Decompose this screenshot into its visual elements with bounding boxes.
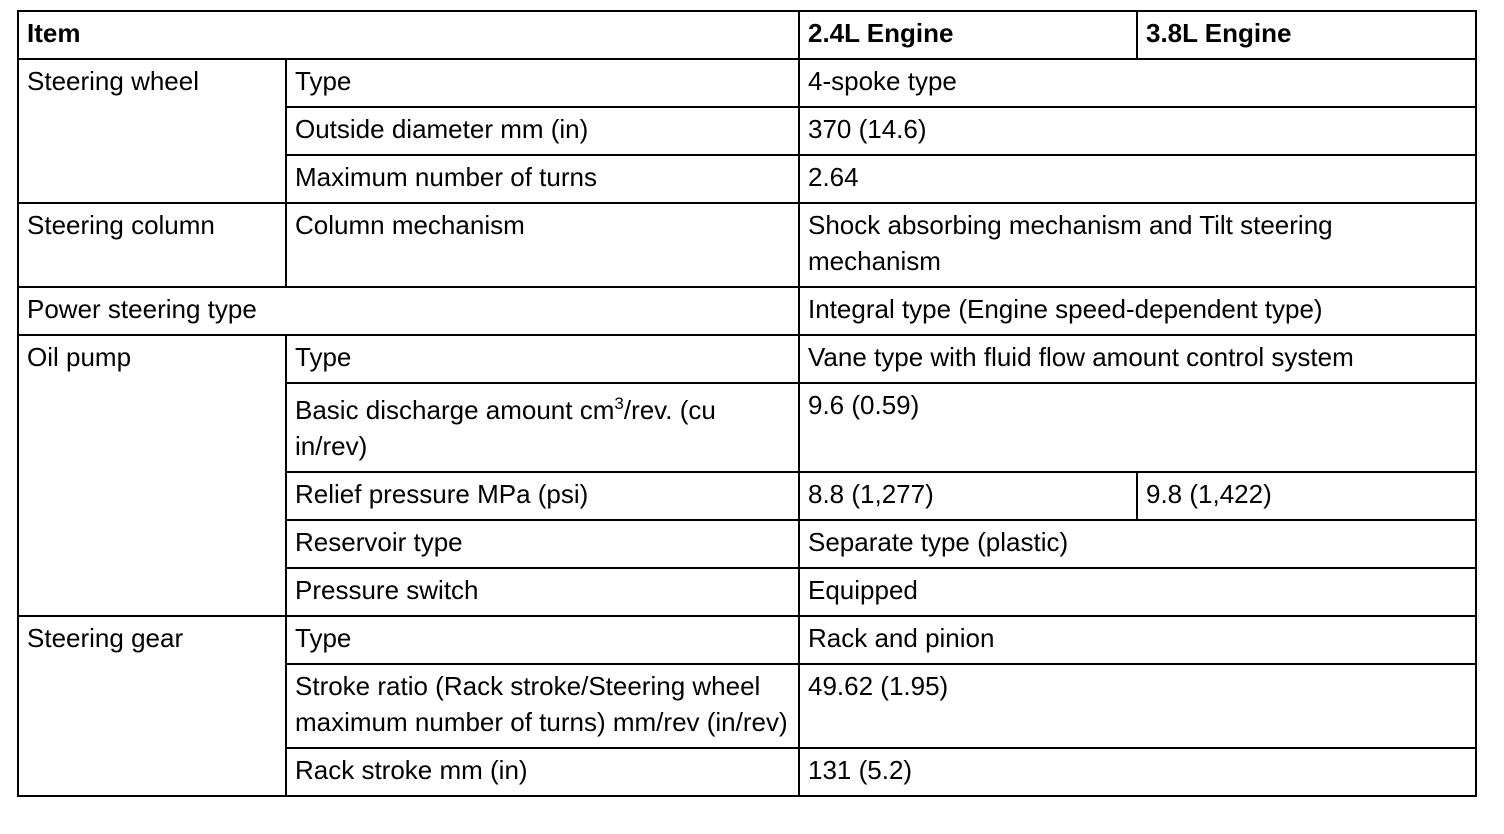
table-row <box>18 203 1476 287</box>
cubic-superscript: 3 <box>614 394 624 413</box>
label-cell: Relief pressure MPa (psi) <box>286 472 799 520</box>
value-cell: Integral type (Engine speed-dependent type) <box>799 287 1476 335</box>
label-cell: Column mechanism <box>286 203 799 287</box>
table-row <box>18 335 1476 383</box>
label-cell: Outside diameter mm (in) <box>286 107 799 155</box>
value-cell: 4-spoke type <box>799 59 1476 107</box>
header-item: Item <box>18 11 799 59</box>
value-cell-2-4l: 8.8 (1,277) <box>799 472 1137 520</box>
group-steering-wheel: Steering wheel <box>18 59 286 203</box>
power-steering-type-label: Power steering type <box>18 287 799 335</box>
specifications-table <box>17 10 1477 797</box>
value-cell: Equipped <box>799 568 1476 616</box>
discharge-label-part: /rev. (cu in/rev) <box>295 395 716 461</box>
group-steering-gear: Steering gear <box>18 616 286 796</box>
header-2-4l-engine: 2.4L Engine <box>799 11 1137 59</box>
value-cell: 49.62 (1.95) <box>799 664 1476 748</box>
label-cell: Type <box>286 59 799 107</box>
label-cell: Maximum number of turns <box>286 155 799 203</box>
table-row <box>18 616 1476 664</box>
value-cell-3-8l: 9.8 (1,422) <box>1137 472 1476 520</box>
value-cell: Vane type with fluid flow amount control system <box>799 335 1476 383</box>
group-steering-column: Steering column <box>18 203 286 287</box>
label-cell: Type <box>286 335 799 383</box>
header-row <box>18 11 1476 59</box>
label-cell: Type <box>286 616 799 664</box>
value-cell: Rack and pinion <box>799 616 1476 664</box>
label-cell: Rack stroke mm (in) <box>286 748 799 796</box>
value-cell: 131 (5.2) <box>799 748 1476 796</box>
label-cell: Pressure switch <box>286 568 799 616</box>
table-row <box>18 287 1476 335</box>
label-cell: Reservoir type <box>286 520 799 568</box>
value-cell: 2.64 <box>799 155 1476 203</box>
value-cell: 370 (14.6) <box>799 107 1476 155</box>
label-cell <box>286 383 799 472</box>
group-oil-pump: Oil pump <box>18 335 286 616</box>
label-cell: Stroke ratio (Rack stroke/Steering wheel maximum number of turns) mm/rev (in/rev) <box>286 664 799 748</box>
discharge-label-part: Basic discharge amount cm <box>295 395 615 425</box>
value-cell: Separate type (plastic) <box>799 520 1476 568</box>
value-cell: 9.6 (0.59) <box>799 383 1476 472</box>
value-cell: Shock absorbing mechanism and Tilt steering mechanism <box>799 203 1476 287</box>
header-3-8l-engine: 3.8L Engine <box>1137 11 1476 59</box>
table-row <box>18 59 1476 107</box>
